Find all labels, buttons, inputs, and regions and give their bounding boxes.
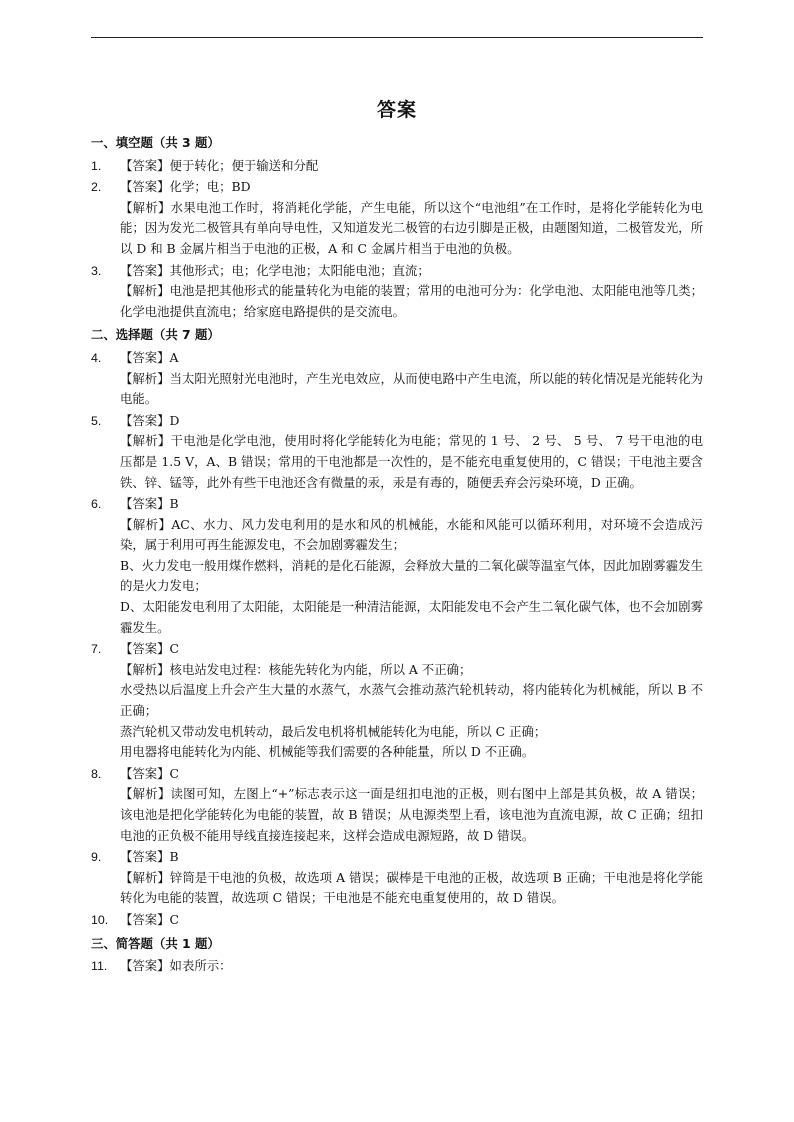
item-number: 9. (91, 850, 102, 865)
explanation-text: 用电器将电能转化为内能、机械能等我们需要的各种能量，所以 D 不正确。 (120, 744, 535, 760)
answer-text: 【答案】化学；电；BD (120, 179, 251, 195)
answer-text: 【答案】C (120, 911, 180, 927)
explanation-text: B、火力发电一般用煤作燃料，消耗的是化石能源，会释放大量的二氧化碳等温室气体，因此加剧雾霾发生的是火力发电； (120, 557, 703, 594)
item-number: 3. (91, 263, 102, 278)
answer-text: 【答案】C (120, 641, 180, 657)
explanation-text: 【解析】AC、水力、风力发电利用的是水和风的机械能，水能和风能可以循环利用，对环境不会造成污染，属于利用可再生能源发电，不会加剧雾霾发生； (120, 516, 703, 553)
explanation-text: 【解析】水果电池工作时，将消耗化学能，产生电能，所以这个“电池组”在工作时，是将化学能转化为电能；因为发光二极管具有单向导电性，又知道发光二极管的右边引脚是正极，由题图知道，二极管发光，所以 D 和 B 金属片相当于电池的正极，A 和 C 金属片相当于电池的负极。 (120, 199, 703, 256)
item-number: 5. (91, 413, 102, 428)
section-heading-fill-in: 一、填空题（共 3 题） (91, 135, 220, 150)
explanation-text: 【解析】干电池是化学电池，使用时将化学能转化为电能；常见的 1 号、 2 号、 5 号、 7 号干电池的电压都是 1.5 V，A、B 错误；常用的干电池都是一次性的，是不能充电重复使用的，C 错误；干电池主要含铁、锌、锰等，此外有些干电池还含有微量的汞，汞是有毒的，随便丢弃会污染环境，D 正确。 (120, 433, 703, 490)
answer-item-6 (91, 494, 703, 638)
answer-item-10 (91, 910, 703, 931)
answer-text: 【答案】A (120, 349, 179, 365)
item-number: 6. (91, 497, 102, 512)
answer-item-9 (91, 847, 703, 909)
answer-item-2 (91, 177, 703, 259)
item-number: 2. (91, 180, 102, 195)
answer-text: 【答案】如表所示： (120, 958, 232, 974)
answer-text: 【答案】便于转化；便于输送和分配 (120, 157, 319, 173)
answer-item-4 (91, 348, 703, 410)
explanation-text: 水受热以后温度上升会产生大量的水蒸气，水蒸气会推动蒸汽轮机转动，将内能转化为机械能，所以 B 不正确； (120, 682, 703, 719)
section-heading-multiple-choice: 二、选择题（共 7 题） (91, 327, 220, 343)
answer-item-3 (91, 261, 703, 323)
item-number: 8. (91, 766, 102, 781)
item-number: 7. (91, 642, 102, 657)
explanation-text: 【解析】电池是把其他形式的能量转化为电能的装置；常用的电池可分为：化学电池、太阳能电池等几类；化学电池提供直流电；给家庭电路提供的是交流电。 (120, 283, 703, 319)
item-number: 4. (91, 350, 102, 365)
explanation-text: 【解析】核电站发电过程：核能先转化为内能，所以 A 不正确； (120, 661, 472, 677)
header-rule (91, 37, 703, 38)
answer-item-11 (91, 956, 703, 977)
explanation-text: 蒸汽轮机又带动发电机转动，最后发电机将机械能转化为电能，所以 C 正确； (120, 723, 547, 739)
explanation-text: 【解析】锌筒是干电池的负极，故选项 A 错误；碳棒是干电池的正极，故选项 B 正确；干电池是将化学能转化为电能的装置，故选项 C 错误；干电池是不能充电重复使用的，故 D 错误。 (120, 869, 703, 906)
answer-text: 【答案】D (120, 412, 180, 428)
page-title: 答案 (376, 99, 417, 121)
answer-item-1 (91, 156, 703, 177)
item-number: 10. (91, 912, 109, 927)
answer-text: 【答案】C (120, 765, 180, 781)
answer-item-5 (91, 411, 703, 493)
answer-item-8 (91, 764, 703, 846)
item-number: 11. (91, 959, 108, 974)
explanation-text: D、太阳能发电利用了太阳能，太阳能是一种清洁能源，太阳能发电不会产生二氧化碳气体，也不会加剧雾霾发生。 (120, 599, 703, 635)
answer-text: 【答案】B (120, 496, 179, 512)
answer-item-7 (91, 639, 703, 763)
answer-text: 【答案】B (120, 849, 179, 865)
answer-content (91, 130, 703, 978)
explanation-text: 【解析】读图可知，左图上“+”标志表示这一面是纽扣电池的正极，则右图中上部是其负极，故 A 错误；该电池是把化学能转化为电能的装置，故 B 错误；从电源类型上看，该电池为直流电源，故 C 正确；纽扣电池的正负极不能用导线直接连接起来，这样会造成电源短路，故 D 错误。 (120, 786, 703, 843)
item-number: 1. (91, 158, 102, 173)
answer-text: 【答案】其他形式；电；化学电池；太阳能电池；直流； (120, 262, 430, 278)
explanation-text: 【解析】当太阳光照射光电池时，产生光电效应，从而使电路中产生电流，所以能的转化情况是光能转化为电能。 (120, 370, 703, 407)
section-heading-short-answer: 三、简答题（共 1 题） (91, 935, 220, 951)
